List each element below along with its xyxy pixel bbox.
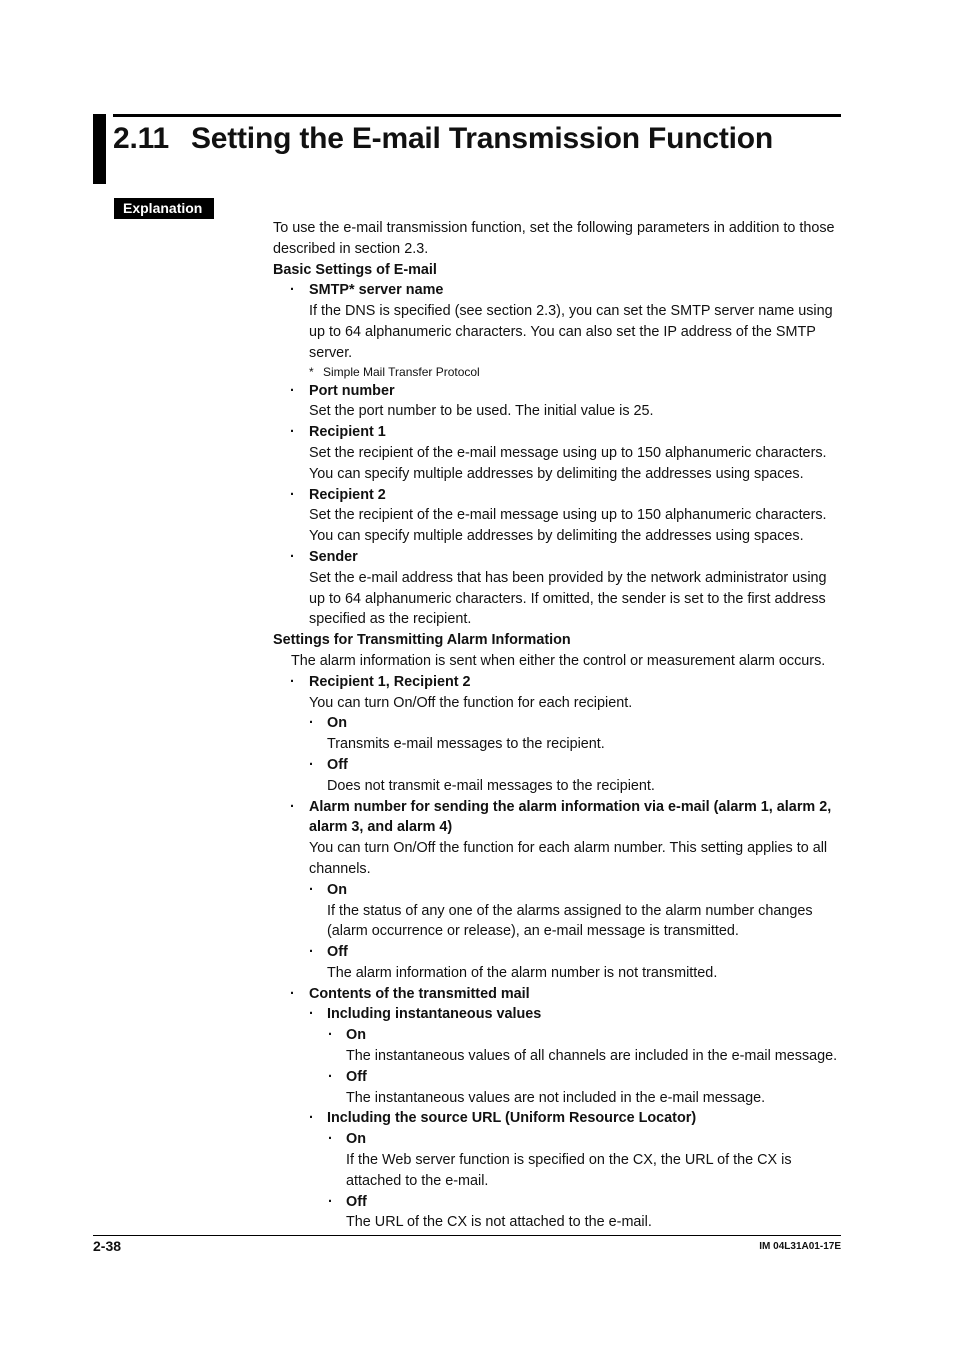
on-label: On (327, 881, 347, 898)
smtp-footnote (273, 364, 841, 381)
port-text: Set the port number to be used. The initial value is 25. (309, 403, 654, 420)
main-content (273, 218, 841, 1233)
off-text: Does not transmit e-mail messages to the recipient. (327, 777, 655, 794)
on-label: On (327, 715, 347, 732)
instantaneous-off (273, 1067, 841, 1109)
url-on (273, 1129, 841, 1191)
alarm-recipients-item (273, 672, 841, 714)
off-text: The URL of the CX is not attached to the e-mail. (346, 1214, 652, 1231)
recipient1-item (273, 422, 841, 484)
alarm-number-off (273, 942, 841, 984)
contents-title: Contents of the transmitted mail (309, 985, 530, 1002)
bullet: · (290, 673, 295, 690)
alarm-number-on (273, 880, 841, 942)
on-text: If the status of any one of the alarms assigned to the alarm number changes (alarm occurrence or release), an e-mail message is transmitted. (327, 902, 813, 940)
recipient1-title: Recipient 1 (309, 424, 386, 441)
on-label: On (346, 1027, 366, 1044)
page-title (113, 122, 773, 156)
recipient1-text: Set the recipient of the e-mail message using up to 150 alphanumeric characters. You can specify multiple addresses by delimiting the addresses using spaces. (309, 444, 827, 482)
bullet: · (309, 944, 314, 961)
instantaneous-on (273, 1025, 841, 1067)
off-label: Off (327, 944, 348, 961)
bullet: · (309, 756, 314, 773)
title-side-bar (93, 114, 106, 184)
recipient2-title: Recipient 2 (309, 486, 386, 503)
on-text: The instantaneous values of all channels are included in the e-mail message. (346, 1048, 838, 1065)
bullet: · (309, 1006, 314, 1023)
on-text: If the Web server function is specified on the CX, the URL of the CX is attached to the e-mail. (346, 1152, 792, 1189)
off-label: Off (346, 1068, 367, 1085)
instantaneous-title: Including instantaneous values (327, 1006, 542, 1023)
bullet: · (309, 881, 314, 898)
alarm-number-title: Alarm number for sending the alarm information via e-mail (alarm 1, alarm 2, alarm 3, and alarm 4) (309, 798, 832, 836)
bullet: · (290, 424, 295, 441)
port-item (273, 381, 841, 423)
explanation-label: Explanation (114, 198, 214, 219)
url-title: Including the source URL (Uniform Resource Locator) (327, 1110, 697, 1127)
contents-item (273, 984, 841, 1005)
alarm-settings-heading: Settings for Transmitting Alarm Information (273, 632, 571, 649)
alarm-recipients-off (273, 755, 841, 797)
url-item (273, 1108, 841, 1129)
alarm-intro: The alarm information is sent when either the control or measurement alarm occurs. (291, 652, 826, 669)
bullet: · (290, 282, 295, 299)
smtp-text: If the DNS is specified (see section 2.3), you can set the SMTP server name using up to 64 alphanumeric characters. You can also set the IP address of the SMTP server. (309, 303, 833, 361)
off-text: The alarm information of the alarm number is not transmitted. (327, 964, 718, 981)
section-number: 2.11 (113, 122, 169, 155)
recipient2-text: Set the recipient of the e-mail message using up to 150 alphanumeric characters. You can specify multiple addresses by delimiting the addresses using spaces. (309, 507, 827, 545)
footnote-mark: * (309, 364, 314, 379)
off-label: Off (327, 756, 348, 773)
bullet: · (309, 1110, 314, 1127)
bullet: · (290, 548, 295, 565)
recipient2-item (273, 485, 841, 547)
bullet: · (290, 382, 295, 399)
on-text: Transmits e-mail messages to the recipient. (327, 736, 605, 753)
alarm-number-item (273, 797, 841, 880)
bullet: · (290, 985, 295, 1002)
off-text: The instantaneous values are not included in the e-mail message. (346, 1089, 766, 1106)
alarm-recipients-text: You can turn On/Off the function for each recipient. (309, 694, 633, 711)
url-off (273, 1192, 841, 1234)
bullet: · (290, 798, 295, 815)
bullet: · (328, 1027, 333, 1044)
alarm-recipients-on (273, 713, 841, 755)
footer-rule (93, 1235, 841, 1236)
basic-settings-heading: Basic Settings of E-mail (273, 261, 437, 278)
sender-title: Sender (309, 548, 358, 565)
bullet: · (328, 1193, 333, 1210)
instantaneous-item (273, 1004, 841, 1025)
port-title: Port number (309, 382, 395, 399)
intro-paragraph: To use the e-mail transmission function, set the following parameters in addition to those described in section 2.3. (273, 220, 835, 257)
alarm-recipients-title: Recipient 1, Recipient 2 (309, 673, 471, 690)
document-id: IM 04L31A01-17E (759, 1241, 841, 1252)
smtp-item (273, 280, 841, 363)
page-number: 2-38 (93, 1238, 122, 1254)
bullet: · (309, 715, 314, 732)
smtp-title: SMTP* server name (309, 282, 444, 299)
sender-text: Set the e-mail address that has been provided by the network administrator using up to 64 alphanumeric characters. If omitted, the sender is set to the first address specified as the recipient. (309, 569, 827, 628)
on-label: On (346, 1131, 366, 1148)
alarm-number-text: You can turn On/Off the function for each alarm number. This setting applies to all channels. (309, 840, 828, 877)
section-title: Setting the E-mail Transmission Function (190, 122, 774, 155)
bullet: · (328, 1068, 333, 1085)
bullet: · (328, 1131, 333, 1148)
title-rule (113, 114, 841, 117)
sender-item (273, 547, 841, 630)
bullet: · (290, 486, 295, 503)
off-label: Off (346, 1193, 367, 1210)
footnote-text: Simple Mail Transfer Protocol (323, 364, 480, 379)
